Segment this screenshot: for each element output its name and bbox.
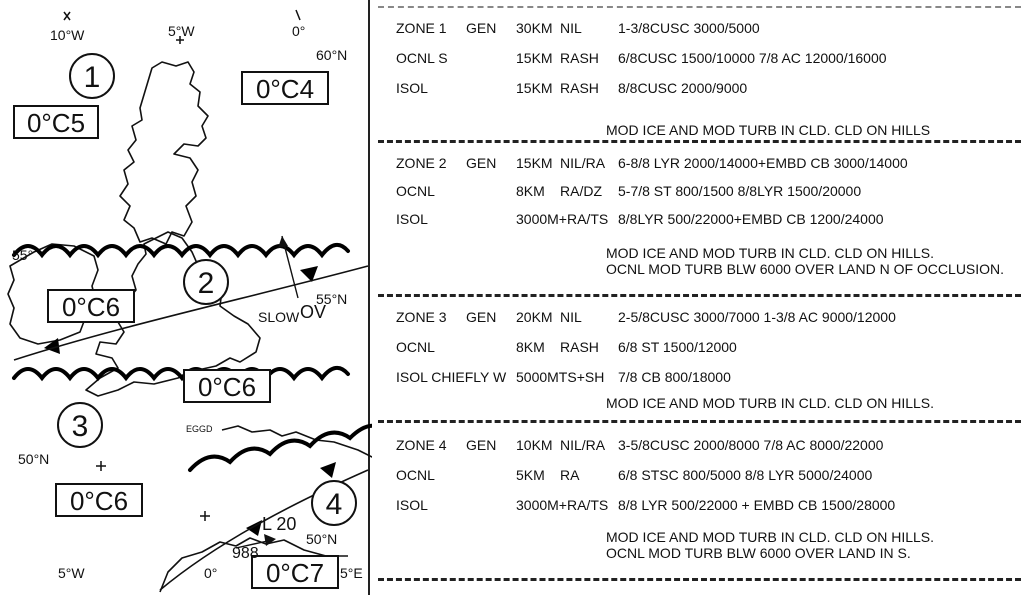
zone-4-row-3-col-5: 8/8 LYR 500/22000 + EMBD CB 1500/28000	[618, 497, 896, 513]
zone-2-row-2-col-3: 8KM	[516, 183, 545, 199]
zone-number-3: 3	[71, 410, 89, 443]
zone-1-row-2-col-4: RASH	[560, 50, 599, 66]
lon-label-10w: 10°W	[50, 27, 85, 43]
movement-label-ov: OV	[300, 302, 327, 322]
separator-zone-3	[378, 420, 1021, 423]
freezing-level-z2: 0°C6	[61, 292, 121, 322]
zone-1-row-2-col-1: OCNL S	[396, 50, 448, 66]
zone-2-row-2-col-5: 5-7/8 ST 800/1500 8/8LYR 1500/20000	[618, 183, 862, 199]
zone-3-row-1-col-3: 20KM	[516, 309, 553, 325]
zone-3-row-2-col-4: RASH	[560, 339, 599, 355]
zone-1-row-2-col-3: 15KM	[516, 50, 553, 66]
zone-1-row-3-col-3: 15KM	[516, 80, 553, 96]
zone-3-row-1-col-5: 2-5/8CUSC 3000/7000 1-3/8 AC 9000/12000	[618, 309, 896, 325]
zone-1-row-1-col-4: NIL	[560, 20, 582, 36]
zone-3-remark-1: MOD ICE AND MOD TURB IN CLD. CLD ON HILLS.	[606, 395, 935, 411]
zone-4-remark-1: MOD ICE AND MOD TURB IN CLD. CLD ON HILLS.	[606, 529, 935, 545]
zone-2-row-3-col-3: 3000M+RA/TS	[516, 211, 609, 227]
separator-zone-2	[378, 294, 1021, 297]
low-pressure-label: L 20	[262, 514, 297, 534]
zone-2-row-3-col-1: ISOL	[396, 211, 428, 227]
lat-label-50n-right: 50°N	[306, 531, 338, 547]
separator-top	[378, 6, 1021, 8]
zone-2-row-2-col-1: OCNL	[396, 183, 435, 199]
zone-4-row-2-col-5: 6/8 STSC 800/5000 8/8 LYR 5000/24000	[618, 467, 873, 483]
separator-zone-4	[378, 578, 1021, 581]
zone-2-remark-2: OCNL MOD TURB BLW 6000 OVER LAND N OF OCCLUSION.	[606, 261, 1005, 277]
lon-label-5w-bottom: 5°W	[58, 565, 85, 581]
zone-4-row-1-col-1: ZONE 4	[396, 437, 447, 453]
forecast-panel	[372, 0, 1023, 595]
zone-2-row-2-col-4: RA/DZ	[560, 183, 602, 199]
zone-1-row-1-col-3: 30KM	[516, 20, 553, 36]
zone-1-row-3-col-4: RASH	[560, 80, 599, 96]
movement-label-slow: SLOW	[258, 309, 300, 325]
zone-3-row-3-col-5: 7/8 CB 800/18000	[618, 369, 731, 385]
lat-label-55n-left: 55°	[12, 247, 34, 263]
zone-2-row-1-col-2: GEN	[466, 155, 497, 171]
freezing-level-z1-east: 0°C4	[255, 74, 315, 104]
separator-zone-1	[378, 140, 1021, 143]
lat-label-55n-right: 55°N	[316, 291, 348, 307]
zone-4-row-1-col-4: NIL/RA	[560, 437, 606, 453]
zone-4-row-2-col-3: 5KM	[516, 467, 545, 483]
zone-3-row-2-col-5: 6/8 ST 1500/12000	[618, 339, 737, 355]
lon-label-0-top: 0°	[292, 23, 306, 39]
zone-1-row-1-col-2: GEN	[466, 20, 497, 36]
zone-4-row-2-col-4: RA	[560, 467, 580, 483]
zone-1-row-3-col-1: ISOL	[396, 80, 428, 96]
zone-4-row-2-col-1: OCNL	[396, 467, 435, 483]
zone-2-row-1-col-3: 15KM	[516, 155, 553, 171]
pressure-value-label: 988	[232, 545, 259, 562]
zone-4-row-1-col-5: 3-5/8CUSC 2000/8000 7/8 AC 8000/22000	[618, 437, 884, 453]
lat-label-60n: 60°N	[316, 47, 348, 63]
zone-3-row-3-col-3: 5000MTS+SH	[516, 369, 605, 385]
lon-label-0-bottom: 0°	[204, 565, 218, 581]
zone-4-row-3-col-3: 3000M+RA/TS	[516, 497, 609, 513]
lon-label-5w-top: 5°W	[168, 23, 195, 39]
zone-1-row-3-col-5: 8/8CUSC 2000/9000	[618, 80, 748, 96]
weather-chart-map	[0, 0, 372, 595]
zone-2-row-1-col-4: NIL/RA	[560, 155, 606, 171]
lat-label-50n-left: 50°N	[18, 451, 50, 467]
lon-label-5e-bottom: 5°E	[340, 565, 363, 581]
zone-number-1: 1	[83, 61, 101, 94]
zone-1-row-1-col-1: ZONE 1	[396, 20, 447, 36]
freezing-level-z1: 0°C5	[26, 108, 86, 138]
zone-2-row-1-col-5: 6-8/8 LYR 2000/14000+EMBD CB 3000/14000	[618, 155, 908, 171]
zone-3-row-1-col-2: GEN	[466, 309, 497, 325]
zone-3-row-2-col-3: 8KM	[516, 339, 545, 355]
zone-2-row-3-col-5: 8/8LYR 500/22000+EMBD CB 1200/24000	[618, 211, 884, 227]
zone-2-remark-1: MOD ICE AND MOD TURB IN CLD. CLD ON HILLS.	[606, 245, 935, 261]
zone-4-remark-2: OCNL MOD TURB BLW 6000 OVER LAND IN S.	[606, 545, 911, 561]
zone-4-row-1-col-3: 10KM	[516, 437, 553, 453]
zone-2-row-1-col-1: ZONE 2	[396, 155, 447, 171]
freezing-level-z3-south: 0°C6	[69, 486, 129, 516]
zone-3-row-2-col-1: OCNL	[396, 339, 435, 355]
zone-3-row-1-col-1: ZONE 3	[396, 309, 447, 325]
zone-1-remark-1: MOD ICE AND MOD TURB IN CLD. CLD ON HILLS	[606, 122, 931, 138]
zone-number-4: 4	[325, 488, 343, 521]
zone-4-row-1-col-2: GEN	[466, 437, 497, 453]
zone-3-row-3-col-1: ISOL CHIEFLY W	[396, 369, 507, 385]
zone-1-row-2-col-5: 6/8CUSC 1500/10000 7/8 AC 12000/16000	[618, 50, 887, 66]
aerodrome-label: EGGD	[186, 424, 213, 434]
zone-4-row-3-col-1: ISOL	[396, 497, 428, 513]
freezing-level-z4: 0°C7	[265, 558, 325, 588]
zone-1-row-1-col-5: 1-3/8CUSC 3000/5000	[618, 20, 760, 36]
freezing-level-z3-north: 0°C6	[197, 372, 257, 402]
zone-number-2: 2	[197, 267, 215, 300]
zone-3-row-1-col-4: NIL	[560, 309, 582, 325]
